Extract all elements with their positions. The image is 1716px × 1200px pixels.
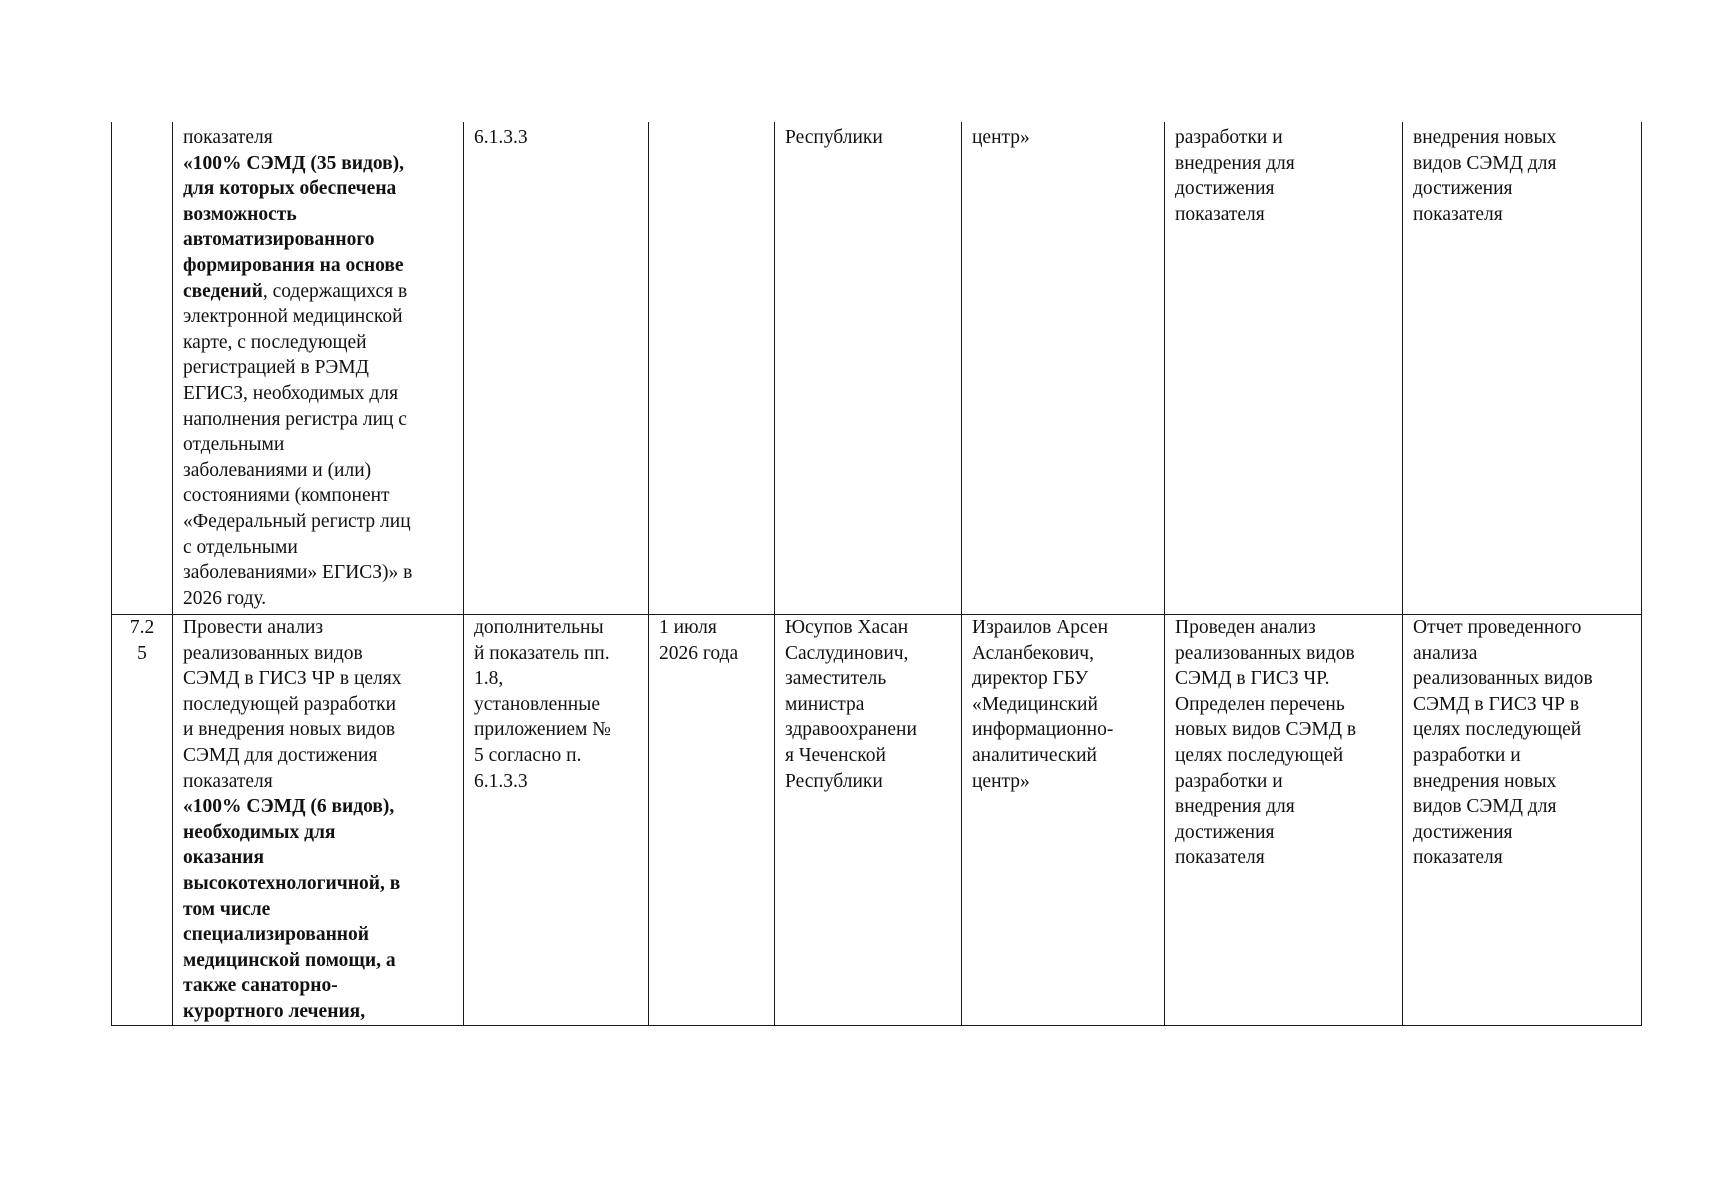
- cell-text-line: видов СЭМД для: [1413, 152, 1557, 174]
- cell-text-line: 1.8,: [474, 668, 504, 690]
- cell-text-line: приложением №: [474, 719, 611, 741]
- cell-text-line: достижения: [1175, 821, 1275, 843]
- cell-text-line: [183, 871, 453, 897]
- cell-text-line: [183, 381, 453, 407]
- cell-text-line: [183, 743, 453, 769]
- cell-number: [112, 122, 173, 615]
- cell-deadline: [649, 615, 775, 1026]
- cell-text-line: [183, 973, 453, 999]
- cell-text-run: состояниями (компонент: [183, 485, 390, 507]
- cell-text-run: показателя: [183, 127, 273, 148]
- cell-text-run: карте, с последующей: [183, 331, 367, 353]
- cell-text-line: внедрения новых: [1413, 770, 1557, 792]
- cell-text-line: внедрения для: [1175, 796, 1295, 818]
- cell-text-line: здравоохранени: [785, 719, 917, 741]
- cell-text-line: разработки и: [1175, 127, 1283, 148]
- cell-text-run: показателя: [183, 770, 273, 792]
- cell-text-run: для которых обеспечена: [183, 178, 397, 200]
- cell-text-line: новых видов СЭМД в: [1175, 719, 1357, 741]
- cell-text-line: Определен перечень: [1175, 693, 1345, 715]
- cell-text-line: 7.2: [129, 617, 155, 638]
- cell-text-line: целях последующей: [1413, 719, 1582, 741]
- cell-measure: [173, 615, 464, 1026]
- cell-basis: [464, 122, 649, 615]
- cell-text-line: Юсупов Хасан: [785, 617, 909, 638]
- cell-text-line: 2026 года: [659, 642, 739, 664]
- cell-text-line: [183, 304, 453, 330]
- cell-text-run: том числе: [183, 898, 271, 920]
- cell-text-line: [183, 509, 453, 535]
- cell-text-line: достижения: [1175, 178, 1275, 200]
- cell-text-run: автоматизированного: [183, 229, 375, 251]
- table-row: [112, 615, 1642, 1026]
- cell-text-run: отдельными: [183, 434, 285, 456]
- cell-text-line: [183, 202, 453, 228]
- measures-table: [111, 122, 1642, 1026]
- cell-text-line: «Медицинский: [972, 693, 1098, 715]
- cell-text-run: реализованных видов: [183, 642, 363, 664]
- cell-text-line: [183, 586, 453, 612]
- cell-text-run: заболеваниями и (или): [183, 459, 372, 481]
- cell-text-line: Израилов Арсен: [972, 617, 1109, 638]
- cell-executor: [962, 615, 1165, 1026]
- cell-text-line: СЭМД в ГИСЗ ЧР.: [1175, 668, 1330, 690]
- cell-text-line: центр»: [972, 127, 1030, 148]
- cell-text-line: Асланбекович,: [972, 642, 1094, 664]
- cell-text-run: ЕГИСЗ, необходимых для: [183, 382, 399, 404]
- cell-text-line: [183, 922, 453, 948]
- cell-text-run: «Федеральный регистр лиц: [183, 510, 411, 532]
- cell-text-line: показателя: [1175, 203, 1265, 225]
- cell-text-line: [183, 227, 453, 253]
- cell-text-line: видов СЭМД для: [1413, 796, 1557, 818]
- cell-text-line: 6.1.3.3: [474, 770, 528, 792]
- cell-text-line: [183, 253, 453, 279]
- cell-text-line: [183, 897, 453, 923]
- cell-text-line: [183, 176, 453, 202]
- cell-deadline: [649, 122, 775, 615]
- cell-text-line: аналитический: [972, 744, 1097, 766]
- cell-text-run: электронной медицинской: [183, 306, 403, 328]
- cell-text-line: реализованных видов: [1413, 668, 1593, 690]
- cell-text-line: 6.1.3.3: [474, 127, 528, 148]
- cell-text-line: [183, 483, 453, 509]
- cell-document: [1403, 615, 1642, 1026]
- cell-text-line: [183, 151, 453, 177]
- cell-text-line: [183, 948, 453, 974]
- cell-text-line: 1 июля: [659, 617, 717, 638]
- cell-text-line: реализованных видов: [1175, 642, 1355, 664]
- cell-text-line: Республики: [785, 770, 883, 792]
- cell-text-line: [183, 535, 453, 561]
- cell-text-line: [183, 615, 453, 641]
- cell-number: [112, 615, 173, 1026]
- cell-text-line: разработки и: [1175, 770, 1283, 792]
- cell-text-run: , содержащихся в: [262, 280, 408, 302]
- cell-text-run: с отдельными: [183, 536, 298, 558]
- cell-text-run: заболеваниями» ЕГИСЗ)» в: [183, 562, 413, 584]
- cell-responsible: [775, 122, 962, 615]
- cell-text-line: Отчет проведенного: [1413, 617, 1582, 638]
- cell-text-line: 5: [137, 642, 147, 664]
- cell-result: [1165, 615, 1403, 1026]
- cell-text-run: высокотехнологичной, в: [183, 872, 401, 894]
- cell-text-line: [183, 432, 453, 458]
- cell-text-line: СЭМД в ГИСЗ ЧР в: [1413, 693, 1580, 715]
- cell-text-run: также санаторно-: [183, 975, 338, 997]
- cell-text-line: [183, 769, 453, 795]
- cell-text-line: [183, 820, 453, 846]
- cell-text-line: министра: [785, 693, 865, 715]
- cell-text-line: [183, 407, 453, 433]
- cell-text-line: заместитель: [785, 668, 887, 690]
- cell-text-line: [183, 458, 453, 484]
- cell-text-run: 2026 году.: [183, 587, 267, 609]
- cell-text-run: и внедрения новых видов: [183, 719, 396, 741]
- cell-text-line: достижения: [1413, 178, 1513, 200]
- cell-text-line: целях последующей: [1175, 744, 1344, 766]
- cell-text-line: внедрения новых: [1413, 127, 1557, 148]
- cell-text-line: центр»: [972, 770, 1030, 792]
- cell-text-line: анализа: [1413, 642, 1478, 664]
- cell-text-run: оказания: [183, 847, 265, 869]
- cell-text-run: специализированной: [183, 924, 370, 946]
- cell-text-run: «100% СЭМД (6 видов),: [183, 796, 395, 818]
- cell-text-line: внедрения для: [1175, 152, 1295, 174]
- cell-text-line: директор ГБУ: [972, 668, 1089, 690]
- cell-text-line: [183, 355, 453, 381]
- cell-text-line: [183, 330, 453, 356]
- cell-text-line: [183, 692, 453, 718]
- cell-text-line: я Чеченской: [785, 744, 886, 766]
- cell-result: [1165, 122, 1403, 615]
- cell-text-line: [183, 560, 453, 586]
- cell-text-line: [183, 794, 453, 820]
- cell-text-line: й показатель пп.: [474, 642, 610, 664]
- cell-text-line: Саслудинович,: [785, 642, 909, 664]
- cell-text-run: необходимых для: [183, 821, 336, 843]
- cell-text-line: установленные: [474, 693, 600, 715]
- cell-text-run: СЭМД для достижения: [183, 744, 378, 766]
- cell-text-line: [183, 279, 453, 305]
- cell-text-line: показателя: [1175, 847, 1265, 869]
- cell-text-line: [183, 641, 453, 667]
- cell-responsible: [775, 615, 962, 1026]
- cell-text-line: информационно-: [972, 719, 1114, 741]
- cell-text-run: медицинской помощи, а: [183, 949, 396, 971]
- cell-text-line: [183, 717, 453, 743]
- cell-text-run: возможность: [183, 203, 297, 225]
- cell-text-line: 5 согласно п.: [474, 744, 582, 766]
- cell-text-line: показателя: [1413, 203, 1503, 225]
- cell-text-run: курортного лечения,: [183, 1000, 366, 1022]
- cell-text-run: последующей разработки: [183, 693, 397, 715]
- cell-text-run: формирования на основе: [183, 254, 404, 276]
- cell-text-line: разработки и: [1413, 744, 1521, 766]
- cell-text-line: показателя: [1413, 847, 1503, 869]
- cell-text-run: Провести анализ: [183, 617, 324, 638]
- cell-document: [1403, 122, 1642, 615]
- cell-text-line: Республики: [785, 127, 883, 148]
- cell-text-line: [183, 666, 453, 692]
- cell-text-run: «100% СЭМД (35 видов),: [183, 152, 405, 174]
- table-row: [112, 122, 1642, 615]
- cell-text-line: [183, 845, 453, 871]
- cell-text-line: достижения: [1413, 821, 1513, 843]
- cell-text-run: регистрацией в РЭМД: [183, 357, 369, 379]
- cell-basis: [464, 615, 649, 1026]
- cell-text-line: Проведен анализ: [1175, 617, 1316, 638]
- cell-text-run: наполнения регистра лиц с: [183, 408, 407, 430]
- cell-text-line: [183, 125, 453, 151]
- cell-text-run: сведений: [183, 280, 263, 302]
- cell-measure: [173, 122, 464, 615]
- cell-executor: [962, 122, 1165, 615]
- cell-text-line: дополнительны: [474, 617, 604, 638]
- cell-text-run: СЭМД в ГИСЗ ЧР в целях: [183, 668, 402, 690]
- cell-text-line: [183, 999, 453, 1025]
